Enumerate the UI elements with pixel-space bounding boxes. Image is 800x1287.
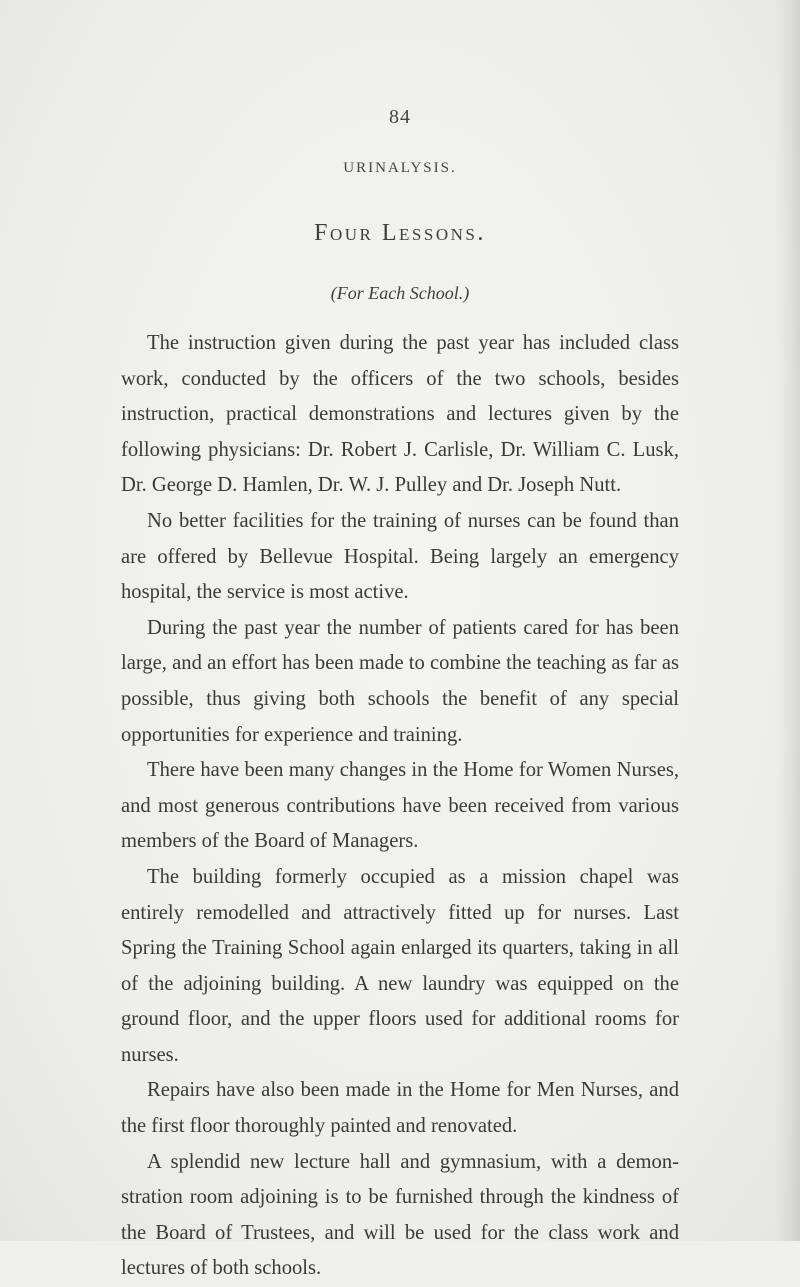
paragraph-facilities: No better facilities for the training of nurses can be found than are offered by Bellevue Hospital. Being largely an emergency hospital, the service is most active. [121,509,679,604]
page-edge-shadow [776,0,800,1241]
running-head: URINALYSIS. [343,160,457,176]
paragraph-home-for-men: Repairs have also been made in the Home for Men Nurses, and the first floor thoroughly painted and renovated. [121,1079,679,1138]
section-subtitle [0,283,800,304]
paragraph-home-for-women: There have been many changes in the Home for Women Nurses, and most generous contributions have been received from various members of the Board of Managers. [121,759,679,853]
page-number: 84 [389,106,411,128]
paragraph-building: The building formerly occupied as a mission chapel was entirely remodelled and attractively fitted up for nurses. Last Spring the Training School again enlarged its quarters, taking in all of the adjoining building. A new laundry was equipped on the ground floor, and the upper floors used for additional rooms for nurses. [121,865,679,1066]
section-title: Four Lessons. [314,220,486,246]
paragraph-instruction: The instruction given during the past year has included class work, conducted by the officers of the two schools, besides instruction, practical demonstrations and lectures given by the following physicians: Dr. Robert J. Carlisle, Dr. William C. Lusk, Dr. George D. Hamlen, Dr. W. J. Pulley and Dr. Joseph Nutt. [121,332,679,497]
paragraph-lecture-hall: A splendid new lecture hall and gymnasium, with a demonstration room adjoining is to be furnished through the kindness of the Board of Trustees, and will be used for the class work and lectures of both schools. [121,1150,679,1280]
body-text [121,326,679,1287]
subtitle-text: (For Each School.) [330,283,470,303]
paragraph-patients: During the past year the number of patients cared for has been large, and an effort has been made to combine the teaching as far as possible, thus giving both schools the benefit of any special opportunities for experience and training. [121,616,679,746]
